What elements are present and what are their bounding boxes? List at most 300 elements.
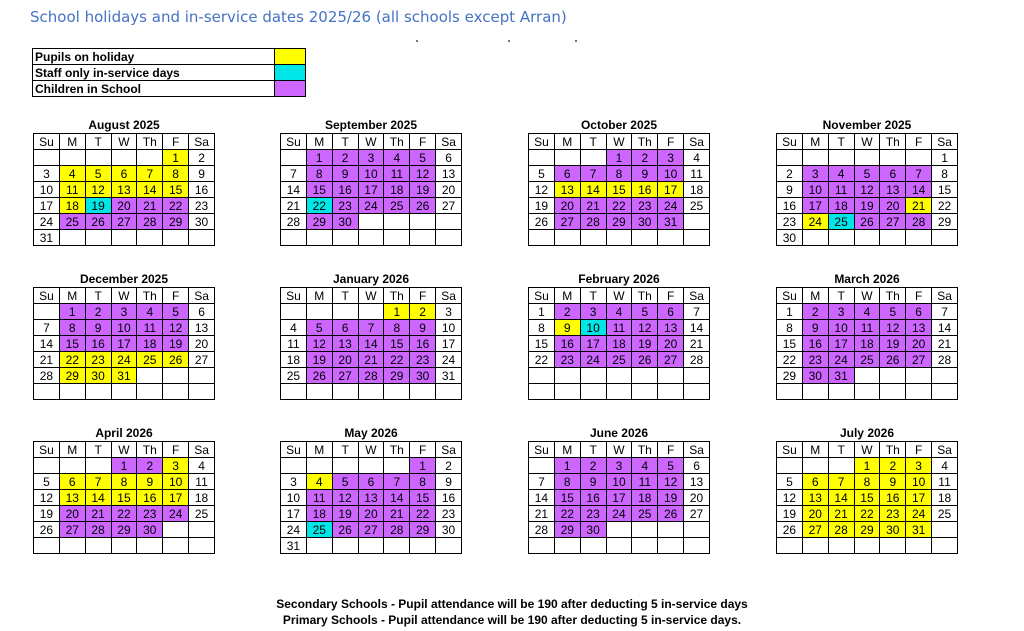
empty-cell [436, 538, 462, 554]
day-cell: 24 [606, 506, 632, 522]
month-calendar [528, 272, 710, 400]
week-row [777, 304, 958, 320]
empty-cell [332, 384, 358, 400]
empty-cell [332, 304, 358, 320]
empty-cell [137, 150, 163, 166]
legend-label: Staff only in-service days [33, 65, 275, 81]
empty-cell [111, 230, 137, 246]
day-cell: 23 [777, 214, 803, 230]
day-cell: 12 [410, 166, 436, 182]
week-row [777, 474, 958, 490]
weekday-header-row [777, 288, 958, 304]
day-cell: 6 [436, 150, 462, 166]
weekday-header: F [658, 442, 684, 458]
empty-cell [358, 214, 384, 230]
empty-cell [802, 458, 828, 474]
week-row [34, 506, 215, 522]
day-cell: 2 [632, 150, 658, 166]
empty-cell [137, 384, 163, 400]
week-row [529, 506, 710, 522]
day-cell: 14 [906, 182, 932, 198]
day-cell: 4 [281, 320, 307, 336]
empty-cell [384, 230, 410, 246]
month-grid [280, 441, 462, 554]
day-cell: 23 [554, 352, 580, 368]
day-cell: 27 [802, 522, 828, 538]
day-cell: 10 [163, 474, 189, 490]
day-cell: 2 [802, 304, 828, 320]
empty-cell [34, 304, 60, 320]
weekday-header-row [281, 288, 462, 304]
weekday-header: Th [137, 134, 163, 150]
day-cell: 5 [632, 304, 658, 320]
weekday-header: Su [34, 134, 60, 150]
day-cell: 18 [281, 352, 307, 368]
day-cell: 13 [436, 166, 462, 182]
empty-cell [529, 384, 555, 400]
day-cell: 21 [358, 352, 384, 368]
day-cell: 20 [436, 182, 462, 198]
weekday-header-row [529, 288, 710, 304]
day-cell: 17 [906, 490, 932, 506]
legend-label: Pupils on holiday [33, 49, 275, 65]
month-grid [33, 287, 215, 400]
empty-cell [410, 214, 436, 230]
weekday-header: W [606, 288, 632, 304]
day-cell: 9 [137, 474, 163, 490]
day-cell: 8 [59, 320, 85, 336]
empty-cell [529, 150, 555, 166]
day-cell: 4 [854, 304, 880, 320]
day-cell: 5 [332, 474, 358, 490]
day-cell: 11 [932, 474, 958, 490]
day-cell: 28 [384, 522, 410, 538]
day-cell: 8 [306, 166, 332, 182]
footnote-primary: Primary Schools - Pupil attendance will be 190 after deducting 5 in-service days. [282, 613, 742, 627]
weekday-header: T [85, 134, 111, 150]
day-cell: 29 [59, 368, 85, 384]
week-row [777, 150, 958, 166]
day-cell: 24 [658, 198, 684, 214]
day-cell: 16 [137, 490, 163, 506]
day-cell: 26 [85, 214, 111, 230]
day-cell: 9 [802, 320, 828, 336]
day-cell: 3 [658, 150, 684, 166]
day-cell: 20 [59, 506, 85, 522]
day-cell: 22 [111, 506, 137, 522]
week-row [777, 352, 958, 368]
empty-cell [932, 538, 958, 554]
empty-cell [529, 230, 555, 246]
month-calendar [776, 272, 958, 400]
weekday-header: Th [137, 288, 163, 304]
day-cell: 7 [932, 304, 958, 320]
day-cell: 11 [189, 474, 215, 490]
day-cell: 19 [332, 506, 358, 522]
day-cell: 10 [906, 474, 932, 490]
day-cell: 15 [163, 182, 189, 198]
day-cell: 6 [59, 474, 85, 490]
empty-cell [606, 522, 632, 538]
weekday-header: F [906, 134, 932, 150]
empty-cell [163, 384, 189, 400]
weekday-header: T [332, 134, 358, 150]
day-cell: 29 [111, 522, 137, 538]
empty-cell [410, 538, 436, 554]
day-cell: 22 [529, 352, 555, 368]
day-cell: 9 [85, 320, 111, 336]
month-calendar [280, 426, 462, 554]
week-row [34, 150, 215, 166]
day-cell: 22 [932, 198, 958, 214]
weekday-header: F [163, 134, 189, 150]
empty-cell [828, 458, 854, 474]
empty-cell [554, 150, 580, 166]
day-cell: 1 [163, 150, 189, 166]
day-cell: 14 [529, 490, 555, 506]
day-cell: 1 [854, 458, 880, 474]
day-cell: 26 [332, 522, 358, 538]
day-cell: 6 [554, 166, 580, 182]
day-cell: 27 [880, 214, 906, 230]
day-cell: 18 [59, 198, 85, 214]
weekday-header: T [332, 288, 358, 304]
day-cell: 26 [880, 352, 906, 368]
day-cell: 31 [281, 538, 307, 554]
empty-cell [906, 230, 932, 246]
empty-cell [34, 384, 60, 400]
day-cell: 17 [606, 490, 632, 506]
day-cell: 4 [606, 304, 632, 320]
month-title: May 2026 [344, 426, 398, 440]
legend-swatch-school [274, 81, 305, 97]
empty-cell [281, 230, 307, 246]
day-cell: 23 [802, 352, 828, 368]
day-cell: 29 [410, 522, 436, 538]
empty-cell [34, 150, 60, 166]
day-cell: 1 [777, 304, 803, 320]
day-cell: 15 [59, 336, 85, 352]
day-cell: 17 [802, 198, 828, 214]
day-cell: 28 [580, 214, 606, 230]
weekday-header: Su [281, 442, 307, 458]
weekday-header-row [34, 134, 215, 150]
day-cell: 30 [137, 522, 163, 538]
day-cell: 26 [529, 214, 555, 230]
empty-cell [906, 384, 932, 400]
empty-cell [436, 230, 462, 246]
day-cell: 30 [85, 368, 111, 384]
day-cell: 19 [306, 352, 332, 368]
day-cell: 5 [163, 304, 189, 320]
weekday-header: Th [384, 442, 410, 458]
month-grid [528, 133, 710, 246]
empty-cell [906, 538, 932, 554]
empty-cell [932, 384, 958, 400]
day-cell: 14 [828, 490, 854, 506]
day-cell: 8 [777, 320, 803, 336]
day-cell: 10 [580, 320, 606, 336]
week-row [34, 384, 215, 400]
day-cell: 25 [59, 214, 85, 230]
week-row [529, 522, 710, 538]
empty-cell [281, 304, 307, 320]
legend-swatch-inservice [274, 65, 305, 81]
week-row [281, 522, 462, 538]
day-cell: 27 [436, 198, 462, 214]
day-cell: 1 [932, 150, 958, 166]
empty-cell [189, 368, 215, 384]
day-cell: 1 [529, 304, 555, 320]
day-cell: 24 [436, 352, 462, 368]
day-cell: 19 [529, 198, 555, 214]
empty-cell [632, 368, 658, 384]
day-cell: 7 [358, 320, 384, 336]
weekday-header: M [802, 442, 828, 458]
day-cell: 4 [632, 458, 658, 474]
day-cell: 22 [777, 352, 803, 368]
empty-cell [802, 538, 828, 554]
day-cell: 13 [554, 182, 580, 198]
day-cell: 8 [163, 166, 189, 182]
day-cell: 2 [580, 458, 606, 474]
week-row [777, 198, 958, 214]
day-cell: 21 [85, 506, 111, 522]
day-cell: 24 [580, 352, 606, 368]
day-cell: 24 [358, 198, 384, 214]
empty-cell [281, 384, 307, 400]
month-title: November 2025 [822, 118, 912, 132]
weekday-header: T [828, 134, 854, 150]
day-cell: 29 [777, 368, 803, 384]
day-cell: 14 [281, 182, 307, 198]
day-cell: 18 [606, 336, 632, 352]
day-cell: 30 [436, 522, 462, 538]
day-cell: 30 [410, 368, 436, 384]
day-cell: 9 [580, 474, 606, 490]
day-cell: 3 [580, 304, 606, 320]
weekday-header: M [802, 288, 828, 304]
week-row [34, 230, 215, 246]
day-cell: 22 [854, 506, 880, 522]
weekday-header: W [854, 442, 880, 458]
week-row [281, 352, 462, 368]
weekday-header: Sa [932, 288, 958, 304]
day-cell: 12 [85, 182, 111, 198]
empty-cell [684, 384, 710, 400]
month-title: February 2026 [578, 272, 660, 286]
day-cell: 4 [684, 150, 710, 166]
day-cell: 26 [163, 352, 189, 368]
empty-cell [854, 538, 880, 554]
weekday-header: W [111, 134, 137, 150]
day-cell: 13 [802, 490, 828, 506]
day-cell: 25 [932, 506, 958, 522]
week-row [777, 166, 958, 182]
empty-cell [59, 384, 85, 400]
month-calendar [33, 426, 215, 554]
day-cell: 21 [828, 506, 854, 522]
day-cell: 19 [880, 336, 906, 352]
week-row [777, 458, 958, 474]
day-cell: 14 [580, 182, 606, 198]
day-cell: 11 [854, 320, 880, 336]
empty-cell [828, 230, 854, 246]
day-cell: 16 [410, 336, 436, 352]
day-cell: 1 [384, 304, 410, 320]
month-title: April 2026 [95, 426, 153, 440]
weekday-header: F [163, 442, 189, 458]
empty-cell [932, 230, 958, 246]
day-cell: 22 [59, 352, 85, 368]
weekday-header-row [777, 442, 958, 458]
weekday-header: M [554, 442, 580, 458]
empty-cell [111, 384, 137, 400]
empty-cell [189, 384, 215, 400]
weekday-header: Su [529, 288, 555, 304]
weekday-header: T [828, 288, 854, 304]
week-row [34, 166, 215, 182]
day-cell: 9 [632, 166, 658, 182]
week-row [34, 198, 215, 214]
day-cell: 28 [932, 352, 958, 368]
week-row [34, 490, 215, 506]
weekday-header: Th [880, 442, 906, 458]
day-cell: 9 [880, 474, 906, 490]
day-cell: 26 [34, 522, 60, 538]
empty-cell [34, 458, 60, 474]
empty-cell [580, 384, 606, 400]
day-cell: 23 [880, 506, 906, 522]
empty-cell [281, 458, 307, 474]
week-row [34, 214, 215, 230]
week-row [529, 368, 710, 384]
day-cell: 15 [777, 336, 803, 352]
empty-cell [384, 458, 410, 474]
footnote-secondary: Secondary Schools - Pupil attendance will be 190 after deducting 5 in-service days [276, 597, 748, 611]
weekday-header-row [529, 134, 710, 150]
day-cell: 20 [880, 198, 906, 214]
weekday-header: Th [632, 288, 658, 304]
day-cell: 13 [880, 182, 906, 198]
weekday-header: Th [880, 134, 906, 150]
day-cell: 18 [306, 506, 332, 522]
day-cell: 1 [410, 458, 436, 474]
day-cell: 27 [906, 352, 932, 368]
empty-cell [932, 522, 958, 538]
day-cell: 25 [632, 506, 658, 522]
day-cell: 18 [137, 336, 163, 352]
weekday-header: M [59, 442, 85, 458]
day-cell: 5 [658, 458, 684, 474]
empty-cell [777, 458, 803, 474]
day-cell: 1 [606, 150, 632, 166]
day-cell: 18 [189, 490, 215, 506]
day-cell: 14 [358, 336, 384, 352]
day-cell: 7 [684, 304, 710, 320]
day-cell: 27 [111, 214, 137, 230]
day-cell: 27 [59, 522, 85, 538]
day-cell: 3 [34, 166, 60, 182]
day-cell: 29 [306, 214, 332, 230]
day-cell: 3 [358, 150, 384, 166]
stray-dot [575, 40, 577, 42]
day-cell: 28 [85, 522, 111, 538]
empty-cell [332, 538, 358, 554]
day-cell: 27 [658, 352, 684, 368]
empty-cell [85, 458, 111, 474]
weekday-header: W [111, 442, 137, 458]
week-row [777, 490, 958, 506]
empty-cell [684, 214, 710, 230]
weekday-header: W [358, 442, 384, 458]
empty-cell [529, 368, 555, 384]
weekday-header: Su [34, 442, 60, 458]
weekday-header: W [111, 288, 137, 304]
empty-cell [880, 384, 906, 400]
day-cell: 5 [34, 474, 60, 490]
day-cell: 16 [85, 336, 111, 352]
day-cell: 10 [606, 474, 632, 490]
day-cell: 20 [554, 198, 580, 214]
week-row [529, 230, 710, 246]
weekday-header: F [658, 288, 684, 304]
week-row [34, 538, 215, 554]
empty-cell [606, 368, 632, 384]
empty-cell [632, 230, 658, 246]
day-cell: 25 [306, 522, 332, 538]
weekday-header: F [658, 134, 684, 150]
day-cell: 26 [306, 368, 332, 384]
empty-cell [332, 230, 358, 246]
day-cell: 1 [306, 150, 332, 166]
day-cell: 7 [34, 320, 60, 336]
empty-cell [580, 368, 606, 384]
empty-cell [854, 150, 880, 166]
day-cell: 7 [828, 474, 854, 490]
day-cell: 20 [802, 506, 828, 522]
empty-cell [658, 230, 684, 246]
empty-cell [137, 230, 163, 246]
day-cell: 6 [332, 320, 358, 336]
empty-cell [777, 150, 803, 166]
day-cell: 26 [632, 352, 658, 368]
day-cell: 22 [384, 352, 410, 368]
week-row [281, 150, 462, 166]
empty-cell [828, 384, 854, 400]
week-row [529, 474, 710, 490]
legend-row [33, 81, 306, 97]
day-cell: 11 [606, 320, 632, 336]
day-cell: 25 [854, 352, 880, 368]
day-cell: 4 [189, 458, 215, 474]
day-cell: 2 [554, 304, 580, 320]
day-cell: 11 [828, 182, 854, 198]
empty-cell [580, 150, 606, 166]
day-cell: 23 [580, 506, 606, 522]
day-cell: 24 [906, 506, 932, 522]
day-cell: 12 [332, 490, 358, 506]
day-cell: 6 [111, 166, 137, 182]
day-cell: 24 [281, 522, 307, 538]
empty-cell [59, 458, 85, 474]
day-cell: 11 [306, 490, 332, 506]
day-cell: 29 [384, 368, 410, 384]
day-cell: 31 [658, 214, 684, 230]
week-row [777, 384, 958, 400]
weekday-header: Su [777, 134, 803, 150]
month-calendar [528, 426, 710, 554]
